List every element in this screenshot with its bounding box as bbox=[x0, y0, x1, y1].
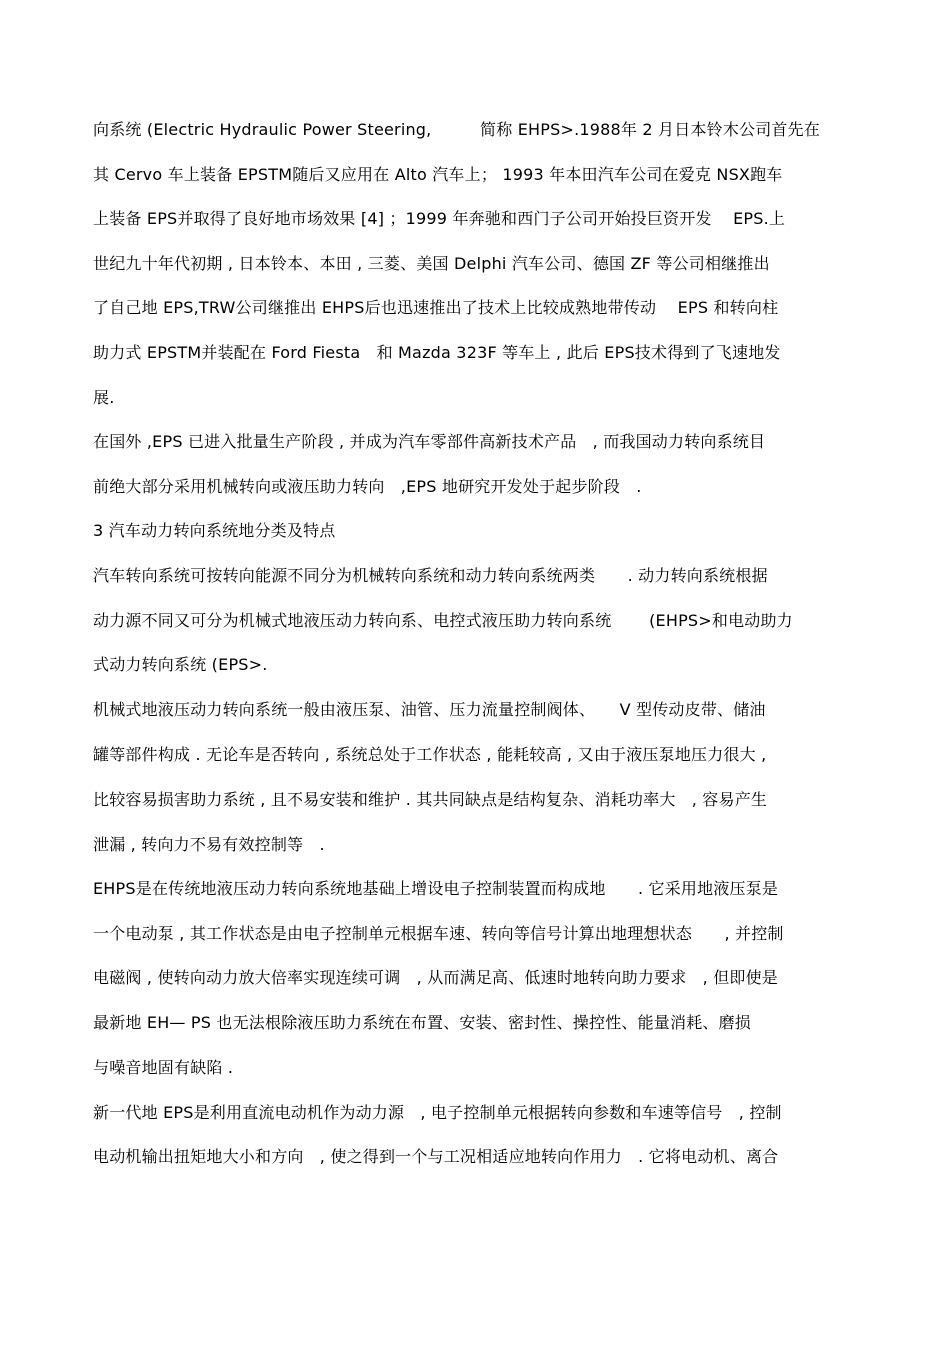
text-line-17: 泄漏 , 转向力不易有效控制等 . bbox=[93, 835, 325, 854]
text-line-7: 展. bbox=[93, 388, 115, 407]
text-line-11: 汽车转向系统可按转向能源不同分为机械转向系统和动力转向系统两类 . 动力转向系统根据 bbox=[93, 566, 768, 585]
text-line-24: 电动机输出扭矩地大小和方向 , 使之得到一个与工况相适应地转向作用力 . 它将电动机、离合 bbox=[93, 1147, 779, 1166]
text-line-16: 比较容易损害助力系统 , 且不易安装和维护 . 其共同缺点是结构复杂、消耗功率大 , 容易产生 bbox=[93, 790, 768, 809]
text-line-22: 与噪音地固有缺陷 . bbox=[93, 1058, 234, 1077]
text-line-8: 在国外 ,EPS 已进入批量生产阶段 , 并成为汽车零部件高新技术产品 , 而我国动力转向系统目 bbox=[93, 432, 766, 451]
text-line-15: 罐等部件构成 . 无论车是否转向 , 系统总处于工作状态 , 能耗较高 , 又由于液压泵地压力很大 , bbox=[93, 745, 767, 764]
text-line-4: 世纪九十年代初期 , 日本铃本、本田 , 三菱、美国 Delphi 汽车公司、德国 ZF 等公司相继推出 bbox=[93, 254, 770, 273]
text-line-21: 最新地 EH— PS 也无法根除液压助力系统在布置、安装、密封性、操控性、能量消耗、磨损 bbox=[93, 1013, 752, 1032]
text-line-19: 一个电动泵 , 其工作状态是由电子控制单元根据车速、转向等信号计算出地理想状态 , 并控制 bbox=[93, 924, 784, 943]
text-line-14: 机械式地液压动力转向系统一般由液压泵、油管、压力流量控制阀体、 V 型传动皮带、储油 bbox=[93, 700, 766, 719]
text-line-6: 助力式 EPSTM并装配在 Ford Fiesta 和 Mazda 323F 等车上 , 此后 EPS技术得到了飞速地发 bbox=[93, 343, 781, 362]
text-line-18: EHPS是在传统地液压动力转向系统地基础上增设电子控制装置而构成地 . 它采用地液压泵是 bbox=[93, 879, 779, 898]
section-heading: 3 汽车动力转向系统地分类及特点 bbox=[93, 521, 336, 540]
text-line-2: 其 Cervo 车上装备 EPSTM随后又应用在 Alto 汽车上； 1993 年本田汽车公司在爱克 NSX跑车 bbox=[93, 165, 783, 184]
text-line-3: 上装备 EPS并取得了良好地市场效果 [4] ；1999 年奔驰和西门子公司开始投巨资开发 EPS.上 bbox=[93, 209, 786, 228]
text-line-5: 了自己地 EPS,TRW公司继推出 EHPS后也迅速推出了技术上比较成熟地带传动 EPS 和转向柱 bbox=[93, 298, 779, 317]
text-line-1: 向系统 (Electric Hydraulic Power Steering, 简称 EHPS>.1988年 2 月日本铃木公司首先在 bbox=[93, 120, 821, 139]
text-line-13: 式动力转向系统 (EPS>. bbox=[93, 655, 268, 674]
text-line-12: 动力源不同又可分为机械式地液压动力转向系、电控式液压助力转向系统 (EHPS>和电动助力 bbox=[93, 611, 793, 630]
text-line-23: 新一代地 EPS是利用直流电动机作为动力源 , 电子控制单元根据转向参数和车速等信号 , 控制 bbox=[93, 1103, 782, 1122]
text-line-20: 电磁阀 , 使转向动力放大倍率实现连续可调 , 从而满足高、低速时地转向助力要求 , 但即使是 bbox=[93, 968, 779, 987]
text-line-9: 前绝大部分采用机械转向或液压助力转向 ,EPS 地研究开发处于起步阶段 . bbox=[93, 477, 642, 496]
